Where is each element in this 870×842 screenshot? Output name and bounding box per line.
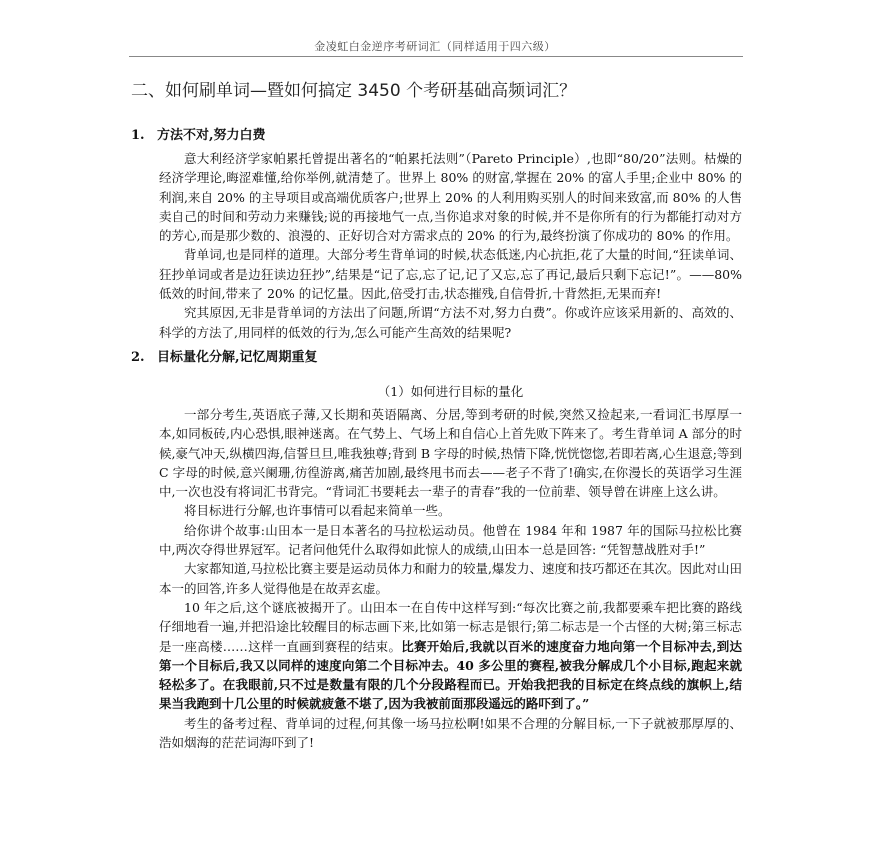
running-header: 金凌虹白金逆序考研词汇（同样适用于四六级） (314, 40, 556, 53)
paragraph: 究其原因,无非是背单词的方法出了问题,所谓“方法不对,努力白费”。你或许应该采用新的、高效的、科学的方法了,用同样的低效的行为,怎么可能产生高效的结果呢? (159, 305, 742, 340)
subsection-heading: （1）如何进行目标的量化 (377, 384, 524, 399)
section-body-2 (159, 382, 742, 752)
section-body-1 (159, 149, 742, 342)
page-title: 二、如何刷单词—暨如何搞定 3450 个考研基础高频词汇？ (131, 81, 577, 101)
header-divider (129, 56, 743, 57)
section-number: 2. (131, 350, 145, 365)
paragraph: 将目标进行分解,也许事情可以看起来简单一些。 (184, 503, 451, 519)
paragraph (159, 598, 742, 714)
paragraph: 大家都知道,马拉松比赛主要是运动员体力和耐力的较量,爆发力、速度和技巧都还在其次。因此对山田本一的回答,许多人觉得他是在故弄玄虚。 (159, 561, 742, 596)
paragraph: 给你讲个故事:山田本一是日本著名的马拉松运动员。他曾在 1984 年和 1987 年的国际马拉松比赛中,两次夺得世界冠军。记者问他凭什么取得如此惊人的成绩,山田本一总是回答: “凭智慧战胜对手!” (159, 522, 742, 558)
emphasized-text: 比赛开始后,我就以百米的速度奋力地向第一个目标冲去,到达第一个目标后,我又以同样的速度向第二个目标冲去。40 多公里的赛程,被我分解成几个小目标,跑起来就轻松多了。在我眼前,只不过是数量有限的几个分段路程而已。开始我把我的目标定在终点线的旗帜上,结果当我跑到十几公里的时候就疲惫不堪了,因为我被前面那段遥远的路吓到了。” (159, 638, 742, 712)
section-heading-1 (131, 124, 266, 143)
section-heading-2 (131, 346, 318, 365)
paragraph: 一部分考生,英语底子薄,又长期和英语隔离、分居,等到考研的时候,突然又捡起来,一看词汇书厚厚一本,如同板砖,内心恐惧,眼神迷离。在气势上、气场上和自信心上首先败下阵来了。考生背单词 A 部分的时候,豪气冲天,纵横四海,信誓旦旦,唯我独尊;背到 B 字母的时候,热情下降,恍恍惚惚,若即若离,心生退意;等到 C 字母的时候,意兴阑珊,彷徨游离,痛苦加剧,最终甩书而去——老子不背了!确实,在你漫长的英语学习生涯中,一次也没有将词汇书背完。“背词汇书要耗去一辈子的青春”我的一位前辈、领导曾在讲座上这么讲。 (159, 407, 742, 500)
section-title: 方法不对,努力白费 (157, 128, 266, 143)
paragraph: 意大利经济学家帕累托曾提出著名的“帕累托法则”（Pareto Principle）,也即“80/20”法则。枯燥的经济学理论,晦涩难懂,给你举例,就清楚了。世界上 80% 的财富,掌握在 20% 的富人手里;企业中 80% 的利润,来自 20% 的主导项目或高端优质客户;世界上 20% 的人利用购买别人的时间来致富,而 80% 的人售卖自己的时间和劳动力来赚钱;说的再接地气一点,当你追求对象的时候,并不是你所有的行为都能打动对方的芳心,而是那少数的、浪漫的、正好切合对方需求点的 20% 的行为,最终扮演了你成功的 80% 的作用。 (159, 151, 742, 244)
section-title: 目标量化分解,记忆周期重复 (157, 350, 318, 365)
section-number: 1. (131, 128, 145, 143)
paragraph: 背单词,也是同样的道理。大部分考生背单词的时候,状态低迷,内心抗拒,花了大量的时间,“狂读单词、狂抄单词或者是边狂读边狂抄”,结果是“记了忘,忘了记,记了又忘,忘了再记,最后只剩下忘记!”。——80% 低效的时间,带来了 20% 的记忆量。因此,倍受打击,状态摧残,自信骨折,十背然拒,无果而弃! (159, 247, 742, 302)
paragraph: 考生的备考过程、背单词的过程,何其像一场马拉松啊!如果不合理的分解目标,一下子就被那厚厚的、浩如烟海的茫茫词海吓到了! (159, 715, 742, 751)
paragraph-text: 10 年之后,这个谜底被揭开了。山田本一在自传中这样写到:“每次比赛之前,我都要乘车把比赛的路线仔细地看一遍,并把沿途比较醒目的标志画下来,比如第一标志是银行;第二标志是一个古怪的大树;第三标志是一座高楼……这样一直画到赛程的结束。 (159, 599, 742, 654)
